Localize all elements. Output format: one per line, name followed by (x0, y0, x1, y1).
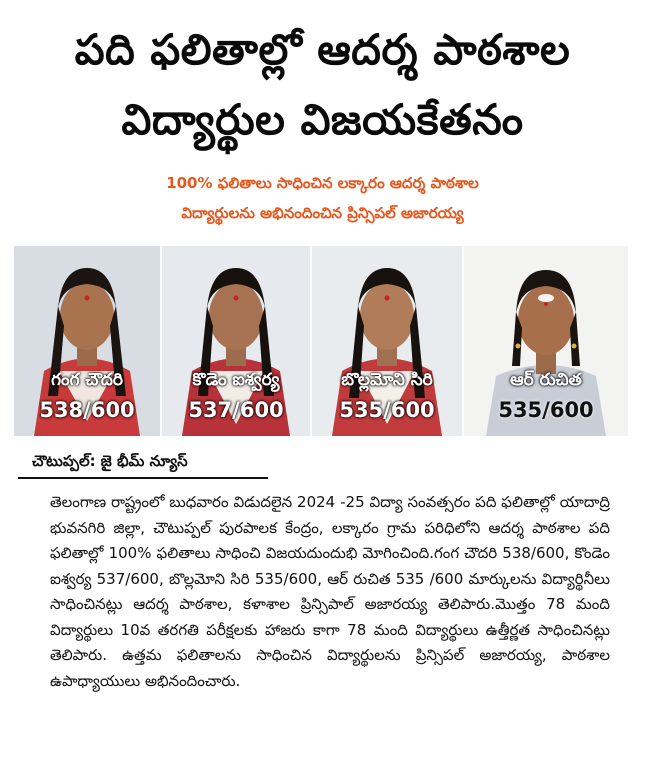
student-photo-card-4 (464, 246, 628, 436)
article-body: తెలంగాణ రాష్ట్రంలో బుధవారం విడుదలైన 2024 -25 విద్యా సంవత్సరం పది ఫలితాల్లో యాదాద్రి భువనగిరి జిల్లా, చౌటుప్పల్ పురపాలక కేంద్రం, లక్కారం గ్రామ పరిధిలోని ఆదర్శ పాఠశాల పది ఫలితాల్లో 100% ఫలితాలు సాధించి విజయదుందుభి మోగించింది.గంగ చౌదరి 538/600, కొండెం ఐశ్వర్య 537/600, బొల్లమోని సిరి 535/600, ఆర్ రుచిత 535 /600 మార్కులను విద్యార్థినీలు సాధించినట్లు ఆదర్శ పాఠశాల, కళాశాల ప్రిన్సిపాల్ అజారయ్య తెలిపారు.మొత్తం 78 మంది విద్యార్థులు 10వ తరగతి పరీక్షలకు హాజరు కాగా 78 మంది విద్యార్థులు ఉత్తీర్ణత సాధించినట్లు తెలిపారు. ఉత్తమ ఫలితాలను సాధించిన విద్యార్థులను ప్రిన్సిపల్ అజారయ్య, పాఠశాల ఉపాధ్యాయులు అభినందించారు. (50, 493, 610, 690)
headline-line-2: విద్యార్థుల విజయకేతనం (121, 95, 524, 144)
subheadline-line-1: 100% ఫలితాలు సాధించిన లక్కారం ఆదర్శ పాఠశాల (166, 174, 479, 192)
student-score-1: 538/600 (39, 398, 135, 422)
headline-line-1: పది ఫలితాల్లో ఆదర్శ పాఠశాల (74, 25, 571, 74)
subheadline-line-2: విద్యార్థులను అభినందించిన ప్రిన్సిపల్ అజారయ్య (181, 204, 464, 222)
student-photo-strip (14, 246, 628, 436)
student-name-1: గంగ చౌదరి (51, 370, 123, 390)
student-name-2: కొడెం ఐశ్వర్య (192, 370, 280, 390)
student-photo-card-2 (162, 246, 310, 436)
student-photo-card-3 (312, 246, 462, 436)
student-name-3: బొల్లమోని సిరి (341, 370, 433, 390)
student-score-3: 535/600 (339, 398, 435, 422)
student-photo-card-1 (14, 246, 160, 436)
student-score-4: 535/600 (498, 398, 594, 422)
student-score-2: 537/600 (188, 398, 284, 422)
dateline-underline (18, 477, 268, 479)
dateline: చౌటుప్పల్: జై భీమ్ న్యూస్ (32, 452, 188, 470)
student-name-4: ఆర్ రుచిత (510, 370, 582, 390)
